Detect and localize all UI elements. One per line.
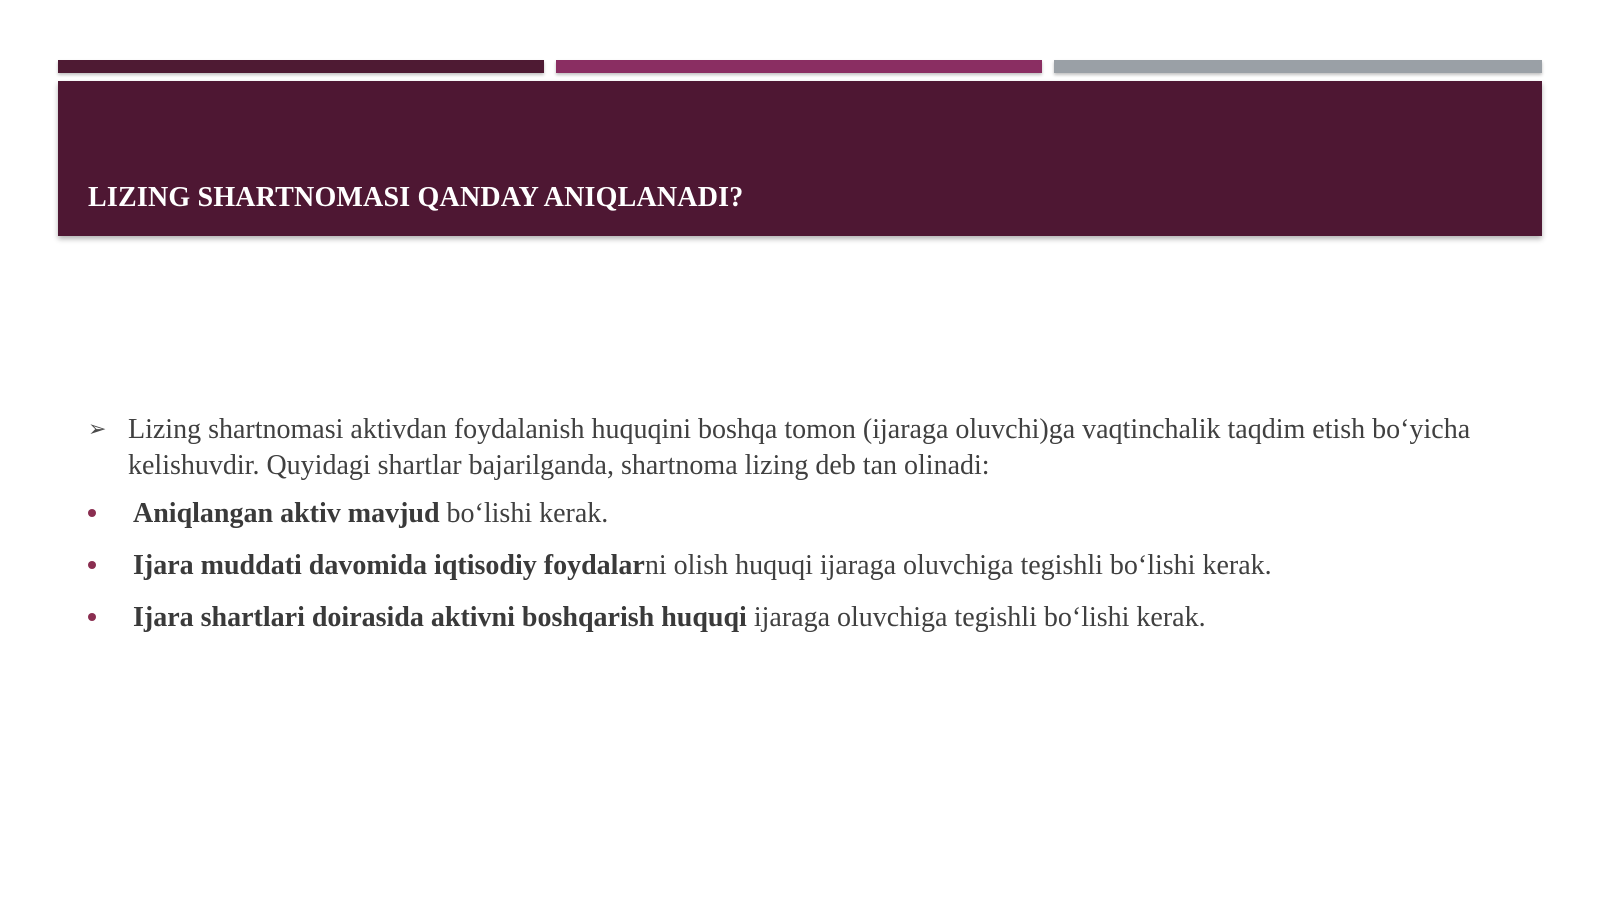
slide-content	[86, 412, 1486, 652]
top-bar-dark	[58, 60, 544, 73]
list-item-text: ijaraga oluvchiga tegishli bo‘lishi kerak.	[746, 602, 1206, 633]
list-item-bold: Ijara muddati davomida iqtisodiy foydalar	[133, 550, 645, 581]
intro-text: Lizing shartnomasi aktivdan foydalanish huquqini boshqa tomon (ijaraga oluvchi)ga vaqtinchalik taqdim etish bo‘yicha kelishuvdir. Quyidagi shartlar bajarilganda, shartnoma lizing deb tan olinadi:	[128, 414, 1471, 481]
list-item	[86, 496, 1486, 532]
list-item-text: bo‘lishi kerak.	[439, 498, 609, 529]
slide-title: LIZING SHARTNOMASI QANDAY ANIQLANADI?	[88, 182, 744, 213]
decorative-top-bars	[58, 60, 1542, 73]
intro-paragraph	[86, 412, 1486, 484]
bullet-dot-icon	[88, 613, 96, 621]
title-band	[58, 81, 1542, 236]
top-bar-gray	[1054, 60, 1542, 73]
list-item-bold: Ijara shartlari doirasida aktivni boshqarish huquqi	[133, 602, 747, 633]
bullet-dot-icon	[88, 509, 96, 517]
list-item	[86, 548, 1486, 584]
top-bar-magenta	[556, 60, 1042, 73]
arrow-bullet-icon: ➢	[88, 417, 107, 442]
list-item-bold: Aniqlangan aktiv mavjud	[133, 498, 440, 529]
list-item-text: ni olish huquqi ijaraga oluvchiga tegishli bo‘lishi kerak.	[644, 550, 1272, 581]
bullet-dot-icon	[88, 561, 96, 569]
list-item	[86, 600, 1486, 636]
